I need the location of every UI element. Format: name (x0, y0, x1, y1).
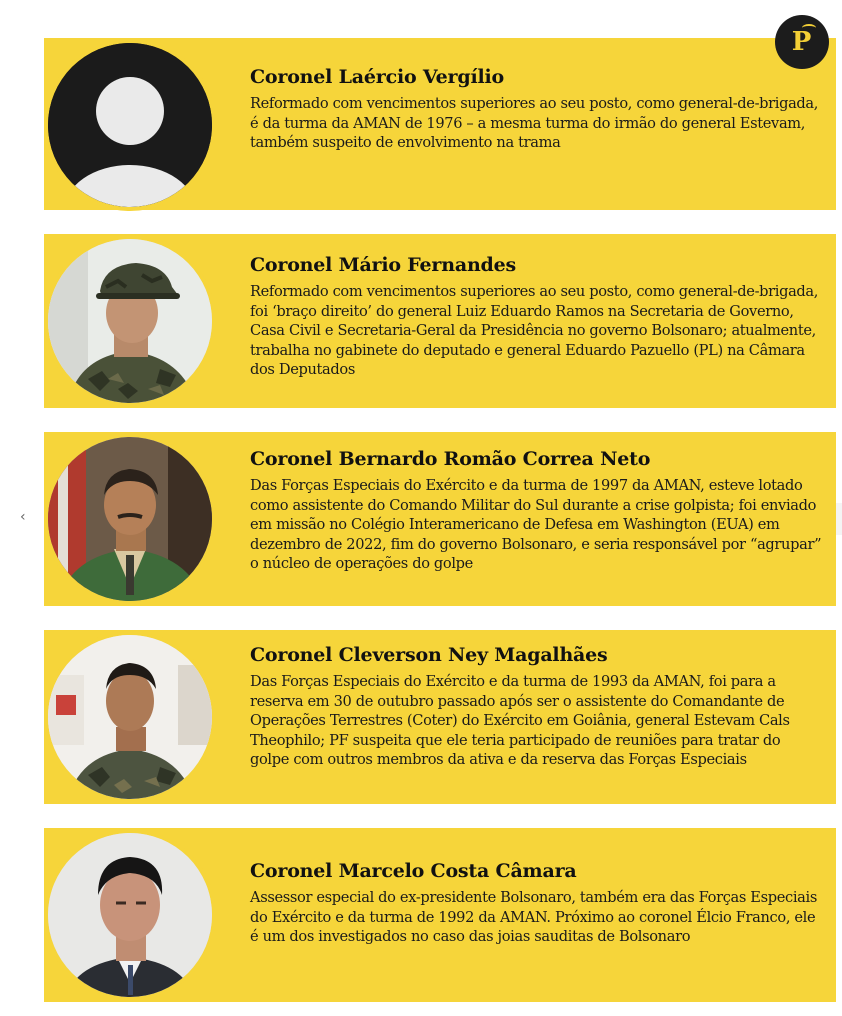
portrait-photo (48, 239, 212, 403)
profile-description: Das Forças Especiais do Exército e da turma de 1993 da AMAN, foi para a reserva em 30 de outubro passado após ser o assistente do Comandante de Operações Terrestres (Coter) do Exército em Goiânia, general Estevam Cals Theophilo; PF suspeita que ele teria participado de reuniões para tratar do golpe com outros membros da ativa e da reserva das Forças Especiais (250, 673, 790, 769)
profile-description: Assessor especial do ex-presidente Bolsonaro, também era das Forças Especiais do Exército e da turma de 1992 da AMAN. Próximo ao coronel Élcio Franco, ele é um dos investigados no caso das joias sauditas de Bolsonaro (250, 889, 817, 946)
profile-card (44, 826, 836, 1004)
profile-card (44, 232, 836, 410)
portrait-photo (48, 635, 212, 799)
avatar-placeholder-icon (48, 43, 212, 207)
profile-name: Coronel Laércio Vergílio (250, 66, 504, 88)
portrait-photo (48, 437, 212, 601)
profile-photo-frame (44, 39, 216, 211)
profile-photo-frame (44, 829, 216, 1001)
profile-card (44, 628, 836, 806)
profile-photo-frame (44, 235, 216, 407)
profile-photo-frame (44, 631, 216, 803)
carousel-prev-icon[interactable]: ‹ (20, 509, 26, 525)
profile-description: Reformado com vencimentos superiores ao seu posto, como general-de-brigada, é da turma da AMAN de 1976 – a mesma turma do irmão do general Estevam, também suspeito de envolvimento na trama (250, 95, 819, 152)
profile-name: Coronel Cleverson Ney Magalhães (250, 644, 608, 666)
portrait-photo (48, 833, 212, 997)
profile-description: Reformado com vencimentos superiores ao seu posto, como general-de-brigada, foi ‘braço direito’ do general Luiz Eduardo Ramos na Secretaria de Governo, Casa Civil e Secretaria-Geral da Presidência no governo Bolsonaro; atualmente, trabalha no gabinete do deputado e general Eduardo Pazuello (PL) na Câmara dos Deputados (250, 283, 819, 379)
profile-card (44, 432, 836, 608)
profile-name: Coronel Bernardo Romão Correa Neto (250, 448, 651, 470)
publication-logo (775, 15, 829, 69)
profile-photo-frame (44, 433, 216, 605)
profile-name: Coronel Marcelo Costa Câmara (250, 860, 577, 882)
logo-text: P (791, 27, 809, 57)
profile-card (44, 38, 836, 212)
profile-description: Das Forças Especiais do Exército e da turma de 1997 da AMAN, esteve lotado como assistente do Comando Militar do Sul durante a crise golpista; foi enviado em missão no Colégio Interamericano de Defesa em Washington (EUA) em dezembro de 2022, fim do governo Bolsonaro, e seria responsável por “agrupar” o núcleo de operações do golpe (250, 477, 822, 573)
profile-name: Coronel Mário Fernandes (250, 254, 517, 276)
